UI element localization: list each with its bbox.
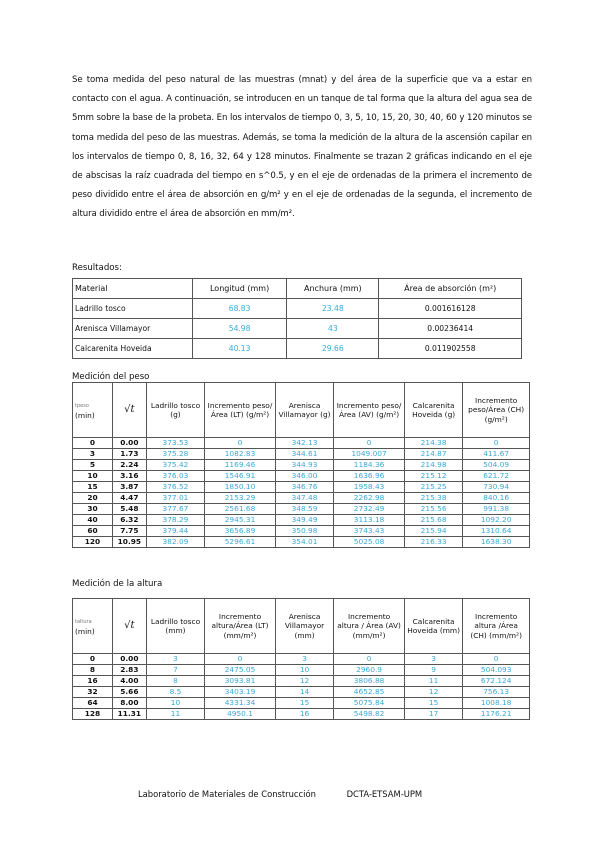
table-cell: 5.66 <box>112 687 146 698</box>
table-cell: 0.00 <box>112 654 146 665</box>
table-cell: 5075.84 <box>334 698 405 709</box>
table-cell: Ladrillo tosco <box>73 299 193 319</box>
table-cell: 68.83 <box>192 299 286 319</box>
table-cell: 1092.20 <box>463 515 530 526</box>
peso-row <box>73 493 530 504</box>
header-ch-peso: Calcarenita Hoveida (g) <box>404 383 462 438</box>
table-cell: 0 <box>334 654 405 665</box>
table-cell: 8.00 <box>112 698 146 709</box>
altura-row <box>73 676 530 687</box>
table-cell: 346.00 <box>275 471 333 482</box>
table-cell: 6.32 <box>112 515 146 526</box>
table-cell: 504.093 <box>463 665 530 676</box>
table-cell: 10 <box>275 665 333 676</box>
table-cell: 4652.85 <box>334 687 405 698</box>
intro-text: Se toma medida del peso natural de las muestras (mnat) y del área de la superficie que va a estar en contacto con el agua. A continuación, se introducen en un tanque de tal forma que la altura del agua sea de 5mm sobre la base de la probeta. En los intervalos de tiempo 0, 3, 5, 10, 15, 20, 30, 40, 60 y 120 minutos se toma medida del peso de las muestras. Además, se toma la medición de la altura de la ascensión capilar en los intervalos de tiempo 0, 8, 16, 32, 64 y 128 minutos. Finalmente se trazan 2 gráficas indicando en el eje de abscisas la raíz cuadrada del tiempo en s^0.5, y en el eje de ordenadas de la primera el incremento de peso dividido entre el área de absorción en g/m² y en el eje de ordenadas de la segunda, el incremento de altura dividido entre el área de absorción en mm/m². <box>72 75 532 220</box>
table-cell: 11.31 <box>112 709 146 720</box>
table-cell: 3743.43 <box>334 526 405 537</box>
table-cell: 3806.88 <box>334 676 405 687</box>
table-cell: 7.75 <box>112 526 146 537</box>
table-cell: 3403.19 <box>205 687 276 698</box>
table-cell: 3 <box>404 654 462 665</box>
table-cell: 5.48 <box>112 504 146 515</box>
peso-label: Medición del peso <box>72 372 150 382</box>
peso-row <box>73 438 530 449</box>
table-cell: 5296.61 <box>205 537 276 548</box>
table-cell: 375.28 <box>146 449 204 460</box>
table-cell: 378.29 <box>146 515 204 526</box>
table-cell: 1008.18 <box>463 698 530 709</box>
results-row <box>73 319 522 339</box>
table-cell: 0 <box>205 438 276 449</box>
table-cell: Calcarenita Hoveida <box>73 339 193 359</box>
table-cell: 3113.18 <box>334 515 405 526</box>
table-cell: 1169.46 <box>205 460 276 471</box>
table-cell: 376.52 <box>146 482 204 493</box>
table-cell: 214.38 <box>404 438 462 449</box>
table-cell: 16 <box>275 709 333 720</box>
table-cell: 215.38 <box>404 493 462 504</box>
peso-row <box>73 515 530 526</box>
table-cell: 991.38 <box>463 504 530 515</box>
table-cell: 0.00236414 <box>379 319 522 339</box>
altura-row <box>73 687 530 698</box>
table-cell: 3656.89 <box>205 526 276 537</box>
table-cell: 504.09 <box>463 460 530 471</box>
table-cell: 373.53 <box>146 438 204 449</box>
table-cell: 64 <box>73 698 113 709</box>
table-cell: 15 <box>404 698 462 709</box>
peso-table <box>72 382 530 548</box>
table-cell: 840.16 <box>463 493 530 504</box>
header-inc-lt: Incremento altura/Área (LT) (mm/m²) <box>205 599 276 654</box>
table-cell: 376.03 <box>146 471 204 482</box>
table-cell: 215.12 <box>404 471 462 482</box>
altura-row <box>73 698 530 709</box>
table-cell: 0.00 <box>112 438 146 449</box>
header-sqrt-t: √t <box>112 383 146 438</box>
table-cell: 0 <box>334 438 405 449</box>
table-cell: 411.67 <box>463 449 530 460</box>
table-cell: 4.47 <box>112 493 146 504</box>
table-cell: 2.24 <box>112 460 146 471</box>
header-taltura: taltura (min) <box>73 599 113 654</box>
header-longitud: Longitud (mm) <box>192 279 286 299</box>
table-cell: 0.001616128 <box>379 299 522 319</box>
table-cell: 215.94 <box>404 526 462 537</box>
altura-row <box>73 654 530 665</box>
peso-row <box>73 504 530 515</box>
table-cell: 347.48 <box>275 493 333 504</box>
header-av-altura: Arenisca Villamayor (mm) <box>275 599 333 654</box>
table-cell: 2153.29 <box>205 493 276 504</box>
table-cell: 4331.34 <box>205 698 276 709</box>
table-cell: 382.09 <box>146 537 204 548</box>
table-cell: 14 <box>275 687 333 698</box>
table-cell: 5 <box>73 460 113 471</box>
results-row <box>73 339 522 359</box>
table-cell: 0 <box>463 654 530 665</box>
table-cell: 5025.08 <box>334 537 405 548</box>
table-cell: 10 <box>73 471 113 482</box>
table-cell: 377.01 <box>146 493 204 504</box>
table-cell: 5498.82 <box>334 709 405 720</box>
table-cell: 346.76 <box>275 482 333 493</box>
table-cell: 1049.007 <box>334 449 405 460</box>
header-inc-lt: Incremento peso/Área (LT) (g/m²) <box>205 383 276 438</box>
table-cell: 379.44 <box>146 526 204 537</box>
header-tpeso: tpeso (min) <box>73 383 113 438</box>
table-cell: Arenisca Villamayor <box>73 319 193 339</box>
altura-table <box>72 598 530 720</box>
table-cell: 32 <box>73 687 113 698</box>
table-cell: 2945.31 <box>205 515 276 526</box>
table-cell: 29.66 <box>287 339 379 359</box>
table-cell: 377.67 <box>146 504 204 515</box>
table-cell: 350.98 <box>275 526 333 537</box>
table-cell: 3 <box>73 449 113 460</box>
table-cell: 0 <box>463 438 530 449</box>
header-area: Área de absorción (m²) <box>379 279 522 299</box>
table-cell: 730.94 <box>463 482 530 493</box>
table-cell: 60 <box>73 526 113 537</box>
table-cell: 3 <box>146 654 204 665</box>
header-inc-av: Incremento peso/Área (AV) (g/m²) <box>334 383 405 438</box>
table-cell: 9 <box>404 665 462 676</box>
table-cell: 2262.98 <box>334 493 405 504</box>
table-cell: 621.72 <box>463 471 530 482</box>
table-cell: 128 <box>73 709 113 720</box>
table-cell: 348.59 <box>275 504 333 515</box>
table-cell: 40 <box>73 515 113 526</box>
table-cell: 0 <box>73 438 113 449</box>
table-cell: 2732.49 <box>334 504 405 515</box>
table-cell: 214.98 <box>404 460 462 471</box>
peso-row <box>73 537 530 548</box>
table-cell: 1082.83 <box>205 449 276 460</box>
table-cell: 1184.36 <box>334 460 405 471</box>
altura-label: Medición de la altura <box>72 579 163 589</box>
table-cell: 16 <box>73 676 113 687</box>
table-cell: 120 <box>73 537 113 548</box>
results-header-row <box>73 279 522 299</box>
table-cell: 11 <box>404 676 462 687</box>
table-cell: 215.25 <box>404 482 462 493</box>
table-cell: 23.48 <box>287 299 379 319</box>
header-inc-ch: Incremento altura /Área (CH) (mm/m²) <box>463 599 530 654</box>
altura-header-row <box>73 599 530 654</box>
peso-header-row <box>73 383 530 438</box>
table-cell: 43 <box>287 319 379 339</box>
results-label: Resultados: <box>72 263 122 273</box>
page-footer <box>138 789 422 799</box>
table-cell: 216.33 <box>404 537 462 548</box>
table-cell: 342.13 <box>275 438 333 449</box>
table-cell: 10 <box>146 698 204 709</box>
header-ch-altura: Calcarenita Hoveida (mm) <box>404 599 462 654</box>
intro-paragraph <box>72 71 532 225</box>
table-cell: 1638.30 <box>463 537 530 548</box>
header-lt-altura: Ladrillo tosco (mm) <box>146 599 204 654</box>
table-cell: 1546.91 <box>205 471 276 482</box>
table-cell: 344.61 <box>275 449 333 460</box>
header-anchura: Anchura (mm) <box>287 279 379 299</box>
results-row <box>73 299 522 319</box>
footer-dept: DCTA-ETSAM-UPM <box>346 789 423 799</box>
table-cell: 0 <box>205 654 276 665</box>
table-cell: 3.87 <box>112 482 146 493</box>
table-cell: 2.83 <box>112 665 146 676</box>
table-cell: 12 <box>404 687 462 698</box>
table-cell: 8 <box>73 665 113 676</box>
table-cell: 15 <box>73 482 113 493</box>
table-cell: 1636.96 <box>334 471 405 482</box>
table-cell: 1176.21 <box>463 709 530 720</box>
altura-row <box>73 665 530 676</box>
table-cell: 40.13 <box>192 339 286 359</box>
header-material: Material <box>73 279 193 299</box>
table-cell: 354.01 <box>275 537 333 548</box>
table-cell: 20 <box>73 493 113 504</box>
header-av-peso: Arenisca Villamayor (g) <box>275 383 333 438</box>
table-cell: 10.95 <box>112 537 146 548</box>
table-cell: 1.73 <box>112 449 146 460</box>
table-cell: 3.16 <box>112 471 146 482</box>
table-cell: 8.5 <box>146 687 204 698</box>
results-table <box>72 278 522 359</box>
header-inc-av: Incremento altura / Área (AV) (mm/m²) <box>334 599 405 654</box>
table-cell: 2960.9 <box>334 665 405 676</box>
table-cell: 375.42 <box>146 460 204 471</box>
table-cell: 349.49 <box>275 515 333 526</box>
table-cell: 7 <box>146 665 204 676</box>
table-cell: 30 <box>73 504 113 515</box>
footer-lab: Laboratorio de Materiales de Construcción <box>138 789 316 799</box>
table-cell: 15 <box>275 698 333 709</box>
table-cell: 8 <box>146 676 204 687</box>
table-cell: 672.124 <box>463 676 530 687</box>
table-cell: 1310.64 <box>463 526 530 537</box>
table-cell: 11 <box>146 709 204 720</box>
altura-row <box>73 709 530 720</box>
table-cell: 215.56 <box>404 504 462 515</box>
table-cell: 1850.10 <box>205 482 276 493</box>
table-cell: 0.011902558 <box>379 339 522 359</box>
table-cell: 2561.68 <box>205 504 276 515</box>
peso-row <box>73 471 530 482</box>
header-lt-peso: Ladrillo tosco (g) <box>146 383 204 438</box>
table-cell: 756.13 <box>463 687 530 698</box>
table-cell: 344.93 <box>275 460 333 471</box>
peso-row <box>73 482 530 493</box>
peso-row <box>73 460 530 471</box>
table-cell: 17 <box>404 709 462 720</box>
table-cell: 1958.43 <box>334 482 405 493</box>
header-inc-ch: Incremento peso/Área (CH) (g/m²) <box>463 383 530 438</box>
table-cell: 3093.81 <box>205 676 276 687</box>
table-cell: 0 <box>73 654 113 665</box>
table-cell: 214.87 <box>404 449 462 460</box>
header-sqrt-t: √t <box>112 599 146 654</box>
table-cell: 12 <box>275 676 333 687</box>
table-cell: 3 <box>275 654 333 665</box>
table-cell: 2475.05 <box>205 665 276 676</box>
peso-row <box>73 526 530 537</box>
peso-row <box>73 449 530 460</box>
table-cell: 215.68 <box>404 515 462 526</box>
table-cell: 54.98 <box>192 319 286 339</box>
table-cell: 4950.1 <box>205 709 276 720</box>
table-cell: 4.00 <box>112 676 146 687</box>
